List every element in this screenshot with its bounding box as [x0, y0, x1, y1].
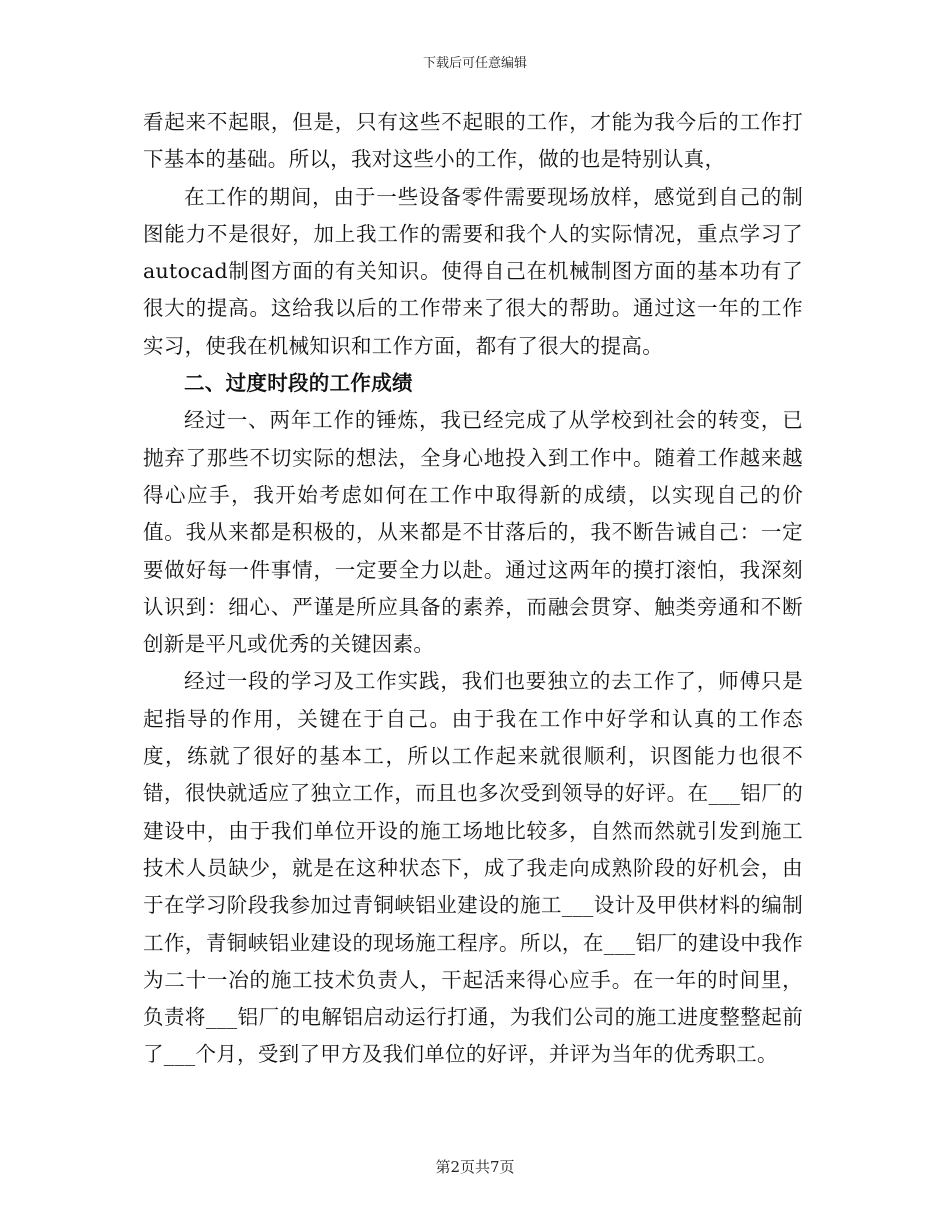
page-number-footer: 第2页共7页	[435, 1158, 515, 1176]
paragraph-4: 经过一段的学习及工作实践，我们也要独立的去工作了，师傅只是起指导的作用，关键在于自己。由于我在工作中好学和认真的工作态度，练就了很好的基本工，所以工作起来就很顺利，识图能力也很不错，很快就适应了独立工作，而且也多次受到领导的好评。在___铝厂的建设中，由于我们单位开设的施工场地比较多，自然而然就引发到施工技术人员缺少，就是在这种状态下，成了我走向成熟阶段的好机会，由于在学习阶段我参加过青铜峡铝业建设的施工___设计及甲供材料的编制工作，青铜峡铝业建设的现场施工程序。所以，在___铝厂的建设中我作为二十一冶的施工技术负责人，干起活来得心应手。在一年的时间里，负责将___铝厂的电解铝启动运行打通，为我们公司的施工进度整整起前了___个月，受到了甲方及我们单位的好评，并评为当年的优秀职工。	[143, 669, 803, 1067]
section-heading-2: 二、过度时段的工作成绩	[184, 371, 413, 396]
document-body	[143, 104, 803, 1074]
paragraph-3: 经过一、两年工作的锤炼，我已经完成了从学校到社会的转变，已抛弃了那些不切实际的想法，全身心地投入到工作中。随着工作越来越得心应手，我开始考虑如何在工作中取得新的成绩，以实现自己的价值。我从来都是积极的，从来都是不甘落后的，我不断告诫自己：一定要做好每一件事情，一定要全力以赴。通过这两年的摸打滚怕，我深刻认识到：细心、严谨是所应具备的素养，而融会贯穿、触类旁通和不断创新是平凡或优秀的关键因素。	[143, 408, 803, 657]
paragraph-2: 在工作的期间，由于一些设备零件需要现场放样，感觉到自己的制图能力不是很好，加上我工作的需要和我个人的实际情况，重点学习了autocad制图方面的有关知识。使得自己在机械制图方面的基本功有了很大的提高。这给我以后的工作带来了很大的帮助。通过这一年的工作实习，使我在机械知识和工作方面，都有了很大的提高。	[143, 184, 803, 358]
paragraph-1: 看起来不起眼，但是，只有这些不起眼的工作，才能为我今后的工作打下基本的基础。所以，我对这些小的工作，做的也是特别认真，	[143, 110, 803, 172]
page-header-note: 下载后可任意编辑	[422, 56, 527, 71]
